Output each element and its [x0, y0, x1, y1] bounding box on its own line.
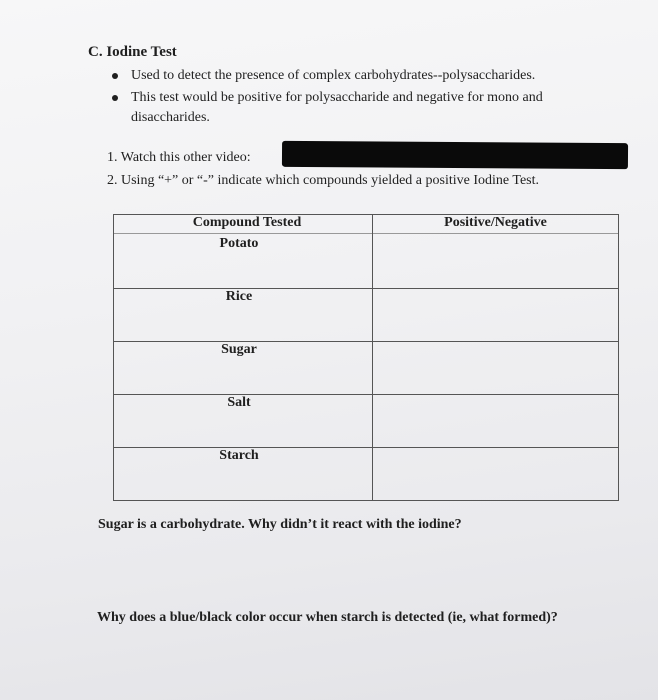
instruction-number: 2. [107, 173, 118, 188]
column-header-compound: Compound Tested [114, 215, 373, 234]
bullet-dot-icon [112, 95, 118, 101]
instruction-text: Watch this other video: [120, 150, 251, 165]
bullet-dot-icon [112, 73, 118, 79]
compound-cell: Starch [114, 448, 373, 501]
instruction-1 [107, 150, 251, 166]
compound-cell: Rice [114, 289, 373, 342]
result-cell[interactable] [373, 234, 619, 289]
question-sugar: Sugar is a carbohydrate. Why didn’t it react with the iodine? [98, 517, 462, 532]
result-cell[interactable] [373, 342, 619, 395]
compound-cell: Sugar [114, 342, 373, 395]
table-header-row [114, 215, 619, 234]
table-row [114, 395, 619, 448]
compound-cell: Salt [114, 395, 373, 448]
section-title: C. Iodine Test [88, 44, 177, 60]
result-cell[interactable] [373, 395, 619, 448]
table-row [114, 448, 619, 501]
table-row [114, 342, 619, 395]
instruction-text: Using “+” or “-” indicate which compounds yielded a positive Iodine Test. [121, 173, 539, 188]
bullet-text: This test would be positive for polysaccharide and negative for mono and [131, 90, 543, 105]
table-row [114, 289, 619, 342]
question-starch: Why does a blue/black color occur when starch is detected (ie, what formed)? [97, 610, 558, 625]
instruction-2 [107, 173, 539, 189]
compound-cell: Potato [114, 234, 373, 289]
redaction-bar [282, 141, 628, 169]
result-cell[interactable] [373, 448, 619, 501]
result-cell[interactable] [373, 289, 619, 342]
bullet-text: Used to detect the presence of complex carbohydrates--polysaccharides. [131, 68, 536, 83]
bullet-text: disaccharides. [131, 110, 210, 125]
table-row [114, 234, 619, 289]
instruction-number: 1. [107, 150, 118, 165]
column-header-result: Positive/Negative [373, 215, 619, 234]
iodine-results-table [113, 214, 619, 501]
